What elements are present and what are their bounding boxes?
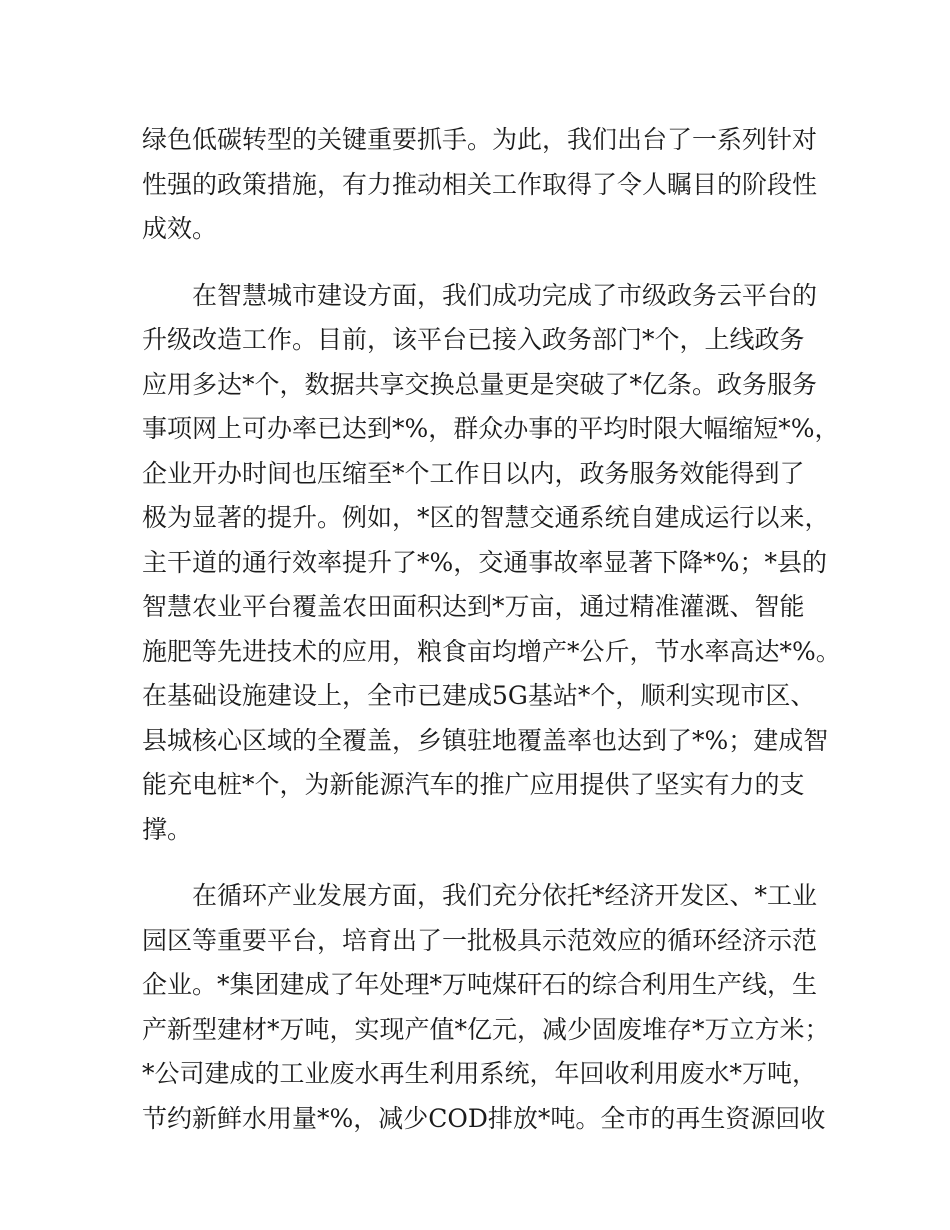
text-line: 企业开办时间也压缩至*个工作日以内，政务服务效能得到了 bbox=[142, 458, 805, 488]
text-line: 产新型建材*万吨，实现产值*亿元，减少固废堆存*万立方米； bbox=[142, 1014, 830, 1044]
text-line: 智慧农业平台覆盖农田面积达到*万亩，通过精准灌溉、智能 bbox=[142, 592, 805, 621]
text-line: 事项网上可办率已达到*%，群众办事的平均时限大幅缩短*%， bbox=[142, 414, 840, 443]
text-line: 升级改造工作。目前，该平台已接入政务部门*个，上线政务 bbox=[142, 325, 805, 354]
text-line: 企业。*集团建成了年处理*万吨煤矸石的综合利用生产线，生 bbox=[142, 970, 818, 999]
text-line: 施肥等先进技术的应用，粮食亩均增产*公斤，节水率高达*%。 bbox=[142, 636, 841, 666]
text-line: *公司建成的工业废水再生利用系统，年回收利用废水*万吨， bbox=[142, 1059, 818, 1088]
text-line: 应用多达*个，数据共享交换总量更是突破了*亿条。政务服务 bbox=[142, 369, 818, 399]
text-line: 园区等重要平台，培育出了一批极具示范效应的循环经济示范 bbox=[142, 925, 818, 955]
text-line: 极为显著的提升。例如，*区的智慧交通系统自建成运行以来， bbox=[142, 503, 830, 532]
document-body bbox=[142, 118, 841, 1163]
paragraph-1 bbox=[142, 118, 822, 252]
text-line: 在循环产业发展方面，我们充分依托*经济开发区、*工业 bbox=[142, 881, 818, 910]
text-line: 绿色低碳转型的关键重要抓手。为此，我们出台了一系列针对 bbox=[142, 125, 818, 154]
text-line: 县城核心区域的全覆盖，乡镇驻地覆盖率也达到了*%；建成智 bbox=[142, 725, 829, 755]
text-line: 节约新鲜水用量*%，减少COD排放*吨。全市的再生资源回收 bbox=[142, 1103, 826, 1133]
text-line: 能充电桩*个，为新能源汽车的推广应用提供了坚实有力的支 bbox=[142, 770, 805, 799]
text-line: 主干道的通行效率提升了*%，交通事故率显著下降*%；*县的 bbox=[142, 547, 828, 577]
text-line: 在智慧城市建设方面，我们成功完成了市级政务云平台的 bbox=[142, 280, 818, 310]
text-line: 在基础设施建设上，全市已建成5G基站*个，顺利实现市区、 bbox=[142, 681, 816, 710]
paragraph-2 bbox=[142, 274, 841, 853]
text-line: 成效。 bbox=[142, 214, 218, 243]
text-line: 性强的政策措施，有力推动相关工作取得了令人瞩目的阶段性 bbox=[142, 169, 818, 199]
paragraph-3 bbox=[142, 874, 830, 1141]
text-line: 撑。 bbox=[142, 814, 193, 844]
